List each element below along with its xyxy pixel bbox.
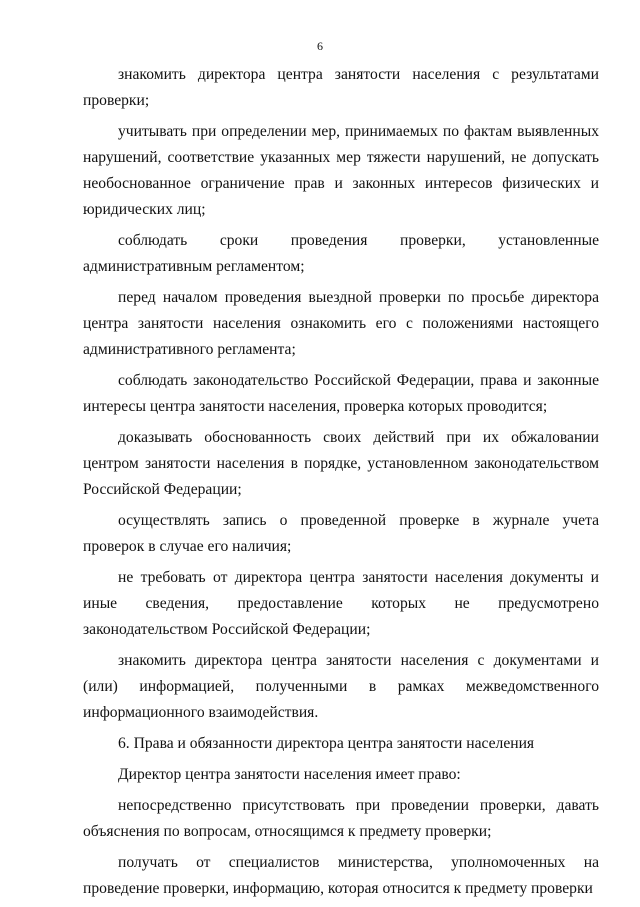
paragraph: перед началом проведения выездной проверки по просьбе директора центра занятости населения ознакомить его с положениями настоящего административного регламента; [83, 289, 599, 358]
paragraph: учитывать при определении мер, принимаемых по фактам выявленных нарушений, соответствие указанных мер тяжести нарушений, не допускать необоснованное ограничение прав и законных интересов физических и юридических лиц; [83, 123, 599, 218]
paragraph: Директор центра занятости населения имеет право: [118, 766, 461, 783]
page-number: 6 [317, 39, 323, 53]
paragraph: соблюдать сроки проведения проверки, установленные административным регламентом; [83, 232, 599, 275]
document-body [83, 62, 599, 907]
paragraph: не требовать от директора центра занятости населения документы и иные сведения, предоставление которых не предусмотрено законодательством Российской Федерации; [83, 569, 599, 638]
paragraph: соблюдать законодательство Российской Федерации, права и законные интересы центра занятости населения, проверка которых проводится; [83, 372, 599, 415]
paragraph: получать от специалистов министерства, уполномоченных на проведение проверки, информацию, которая относится к предмету проверки [83, 854, 599, 897]
section-heading: 6. Права и обязанности директора центра занятости населения [118, 735, 535, 752]
paragraph: знакомить директора центра занятости населения с документами и (или) информацией, полученными в рамках межведомственного информационного взаимодействия. [83, 652, 599, 721]
paragraph: осуществлять запись о проведенной проверке в журнале учета проверок в случае его наличия; [83, 512, 599, 555]
paragraph: непосредственно присутствовать при проведении проверки, давать объяснения по вопросам, относящимся к предмету проверки; [83, 797, 599, 840]
paragraph: доказывать обоснованность своих действий при их обжаловании центром занятости населения в порядке, установленном законодательством Российской Федерации; [83, 429, 599, 498]
paragraph: знакомить директора центра занятости населения с результатами проверки; [83, 66, 599, 109]
